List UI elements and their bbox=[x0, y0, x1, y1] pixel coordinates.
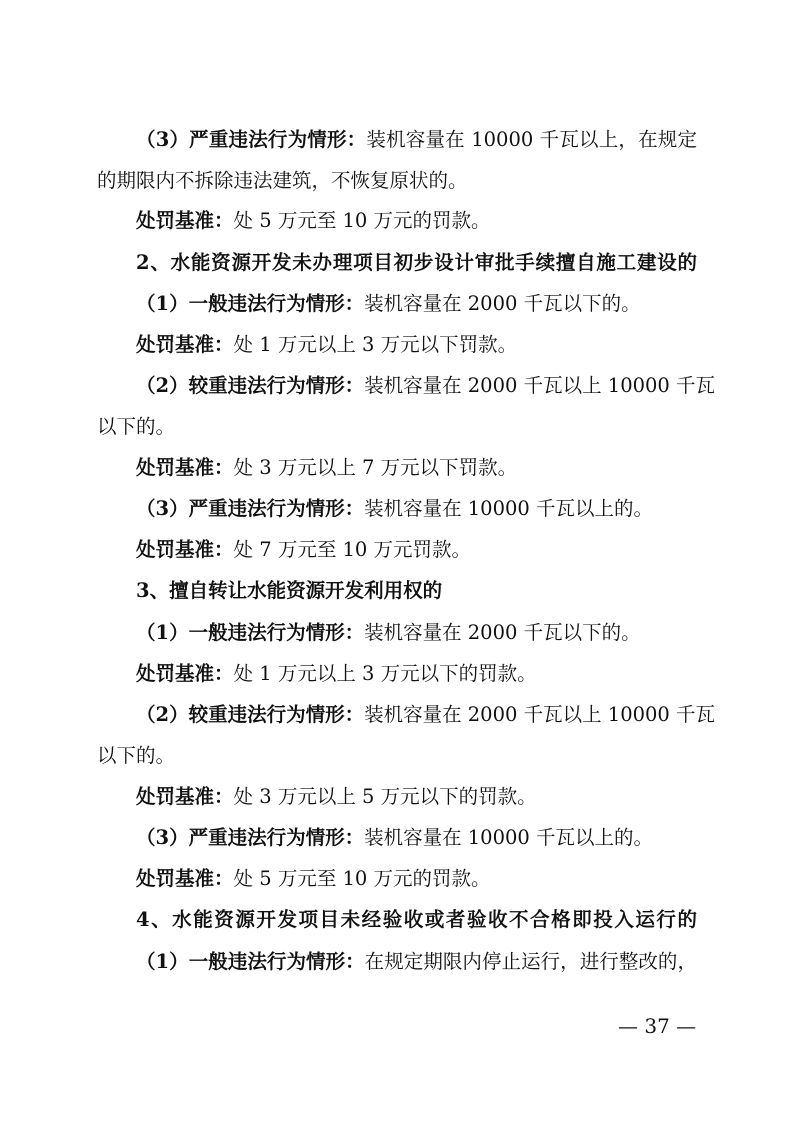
severity-label: （1）一般违法行为情形： bbox=[136, 621, 365, 644]
line-text: 处 3 万元以上 7 万元以下罚款。 bbox=[233, 456, 518, 479]
section-heading-3 bbox=[136, 577, 697, 605]
paragraph-line bbox=[136, 701, 716, 729]
severity-label: （3）严重违法行为情形： bbox=[136, 128, 367, 151]
line-text: 处 1 万元以上 3 万元以下的罚款。 bbox=[233, 662, 537, 685]
line-text: 装机容量在 10000 千瓦以上的。 bbox=[364, 497, 654, 520]
line-text: 以下的。 bbox=[97, 744, 176, 767]
line-text: 装机容量在 2000 千瓦以下的。 bbox=[364, 292, 641, 315]
penalty-line bbox=[136, 536, 697, 564]
penalty-line bbox=[136, 660, 697, 688]
section-heading-2 bbox=[136, 249, 697, 277]
paragraph-line bbox=[97, 413, 697, 441]
heading-text: 4、水能资源开发项目未经验收或者验收不合格即投入运行的 bbox=[136, 908, 697, 931]
penalty-label: 处罚基准： bbox=[136, 333, 234, 356]
paragraph-line bbox=[136, 619, 697, 647]
line-text: 的期限内不拆除违法建筑，不恢复原状的。 bbox=[97, 169, 468, 192]
heading-text: 2、水能资源开发未办理项目初步设计审批手续擅自施工建设的 bbox=[136, 251, 697, 274]
paragraph-line bbox=[136, 495, 697, 523]
penalty-label: 处罚基准： bbox=[136, 209, 234, 232]
line-text: 装机容量在 10000 千瓦以上的。 bbox=[364, 826, 654, 849]
penalty-line bbox=[136, 454, 697, 482]
line-text: 装机容量在 2000 千瓦以上 10000 千瓦 bbox=[364, 703, 716, 726]
line-text: 处 3 万元以上 5 万元以下的罚款。 bbox=[233, 785, 537, 808]
page-number: — 37 — bbox=[618, 1014, 697, 1038]
penalty-label: 处罚基准： bbox=[136, 456, 234, 479]
paragraph-line bbox=[136, 948, 697, 976]
penalty-line bbox=[136, 207, 697, 235]
penalty-label: 处罚基准： bbox=[136, 662, 234, 685]
severity-label: （1）一般违法行为情形： bbox=[136, 950, 365, 973]
line-text: 处 5 万元至 10 万元的罚款。 bbox=[233, 867, 491, 890]
penalty-label: 处罚基准： bbox=[136, 785, 234, 808]
paragraph-line bbox=[97, 167, 697, 195]
paragraph-line bbox=[97, 742, 697, 770]
severity-label: （1）一般违法行为情形： bbox=[136, 292, 365, 315]
line-text: 装机容量在 2000 千瓦以上 10000 千瓦 bbox=[364, 374, 716, 397]
severity-label: （3）严重违法行为情形： bbox=[136, 826, 365, 849]
line-text: 以下的。 bbox=[97, 415, 176, 438]
line-text: 处 7 万元至 10 万元罚款。 bbox=[233, 538, 472, 561]
line-text: 处 5 万元至 10 万元的罚款。 bbox=[233, 209, 491, 232]
paragraph-line bbox=[136, 824, 697, 852]
penalty-line bbox=[136, 783, 697, 811]
line-text: 装机容量在 2000 千瓦以下的。 bbox=[364, 621, 641, 644]
paragraph-line bbox=[136, 290, 697, 318]
severity-label: （3）严重违法行为情形： bbox=[136, 497, 365, 520]
paragraph-line bbox=[136, 126, 697, 154]
severity-label: （2）较重违法行为情形： bbox=[136, 703, 365, 726]
penalty-line bbox=[136, 331, 697, 359]
paragraph-line bbox=[136, 372, 716, 400]
line-text: 装机容量在 10000 千瓦以上，在规定 bbox=[366, 128, 697, 151]
penalty-label: 处罚基准： bbox=[136, 538, 234, 561]
heading-text: 3、擅自转让水能资源开发利用权的 bbox=[136, 579, 443, 602]
penalty-line bbox=[136, 865, 697, 893]
line-text: 处 1 万元以上 3 万元以下罚款。 bbox=[233, 333, 518, 356]
penalty-label: 处罚基准： bbox=[136, 867, 234, 890]
severity-label: （2）较重违法行为情形： bbox=[136, 374, 365, 397]
section-heading-4 bbox=[136, 906, 697, 934]
line-text: 在规定期限内停止运行，进行整改的， bbox=[364, 950, 697, 973]
